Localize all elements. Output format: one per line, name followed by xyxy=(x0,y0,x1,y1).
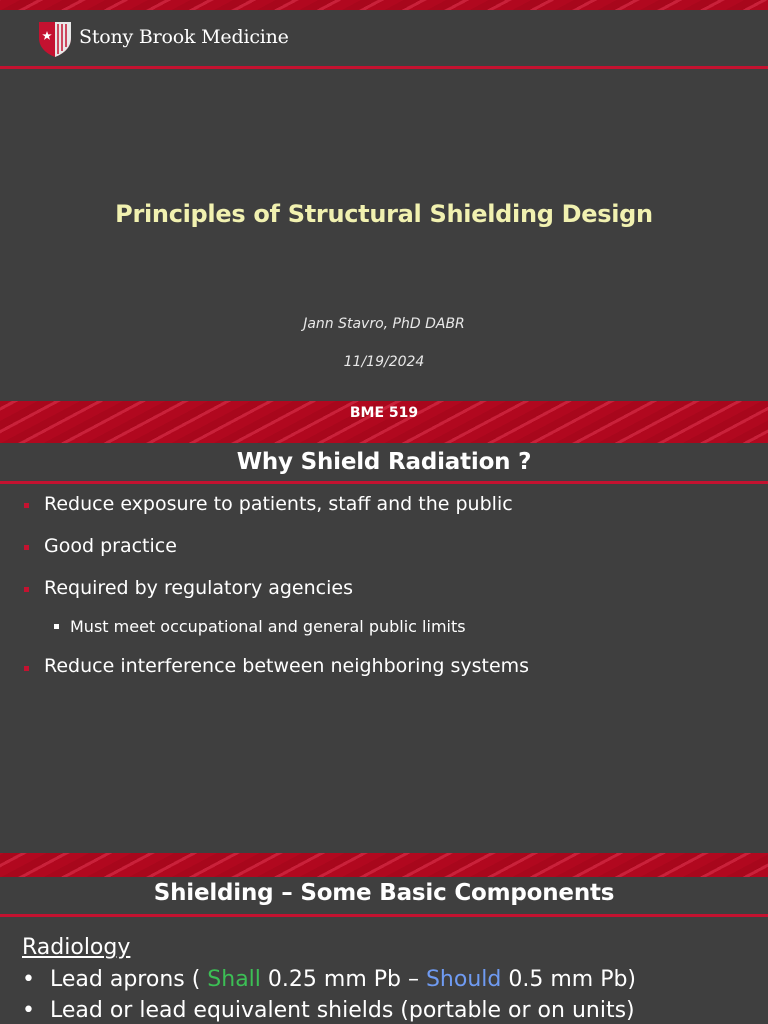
slide-title: Shielding – Some Basic Components xyxy=(153,880,615,906)
bullet-marker xyxy=(24,545,29,550)
bullet-item: Required by regulatory agencies xyxy=(44,577,353,599)
slide-title: Principles of Structural Shielding Design xyxy=(115,200,653,228)
bullet-item: Reduce exposure to patients, staff and the public xyxy=(44,493,513,515)
bullet-item-lead-shields xyxy=(22,998,635,1023)
brand-name: Stony Brook Medicine xyxy=(79,26,289,48)
date: 11/19/2024 xyxy=(343,354,425,370)
title-rule xyxy=(0,481,768,484)
shall-text: Shall xyxy=(207,967,261,992)
bullet-item-lead-aprons xyxy=(22,967,636,992)
text-prefix: Lead aprons ( xyxy=(50,967,208,992)
bullet-marker: • xyxy=(22,998,35,1023)
header-rule xyxy=(0,66,768,69)
section-heading: Radiology xyxy=(22,935,131,960)
sub-bullet-item: Must meet occupational and general public limits xyxy=(70,617,466,636)
why-shield-slide xyxy=(0,443,768,853)
author: Jann Stavro, PhD DABR xyxy=(303,316,465,332)
bullet-marker xyxy=(24,503,29,508)
stony-brook-shield-icon xyxy=(37,18,73,58)
text-middle: 0.25 mm Pb – xyxy=(260,967,426,992)
title-slide xyxy=(0,0,768,443)
shielding-components-slide xyxy=(0,877,768,1024)
bullet-marker: • xyxy=(22,967,35,992)
text-suffix: 0.5 mm Pb) xyxy=(501,967,637,992)
title-rule xyxy=(0,914,768,917)
should-text: Should xyxy=(425,967,502,992)
slide-title: Why Shield Radiation ? xyxy=(236,449,532,475)
logo-bar xyxy=(0,10,768,66)
bullet-item: Reduce interference between neighboring systems xyxy=(44,655,530,677)
bullet-item: Good practice xyxy=(44,535,177,557)
sub-bullet-marker xyxy=(54,624,59,629)
text-line: Lead or lead equivalent shields (portable or on units) xyxy=(50,998,635,1023)
bullet-marker xyxy=(24,666,29,671)
top-stripe-band xyxy=(0,0,768,10)
course-label: BME 519 xyxy=(349,405,419,421)
section-stripe-band xyxy=(0,853,768,877)
bullet-marker xyxy=(24,587,29,592)
